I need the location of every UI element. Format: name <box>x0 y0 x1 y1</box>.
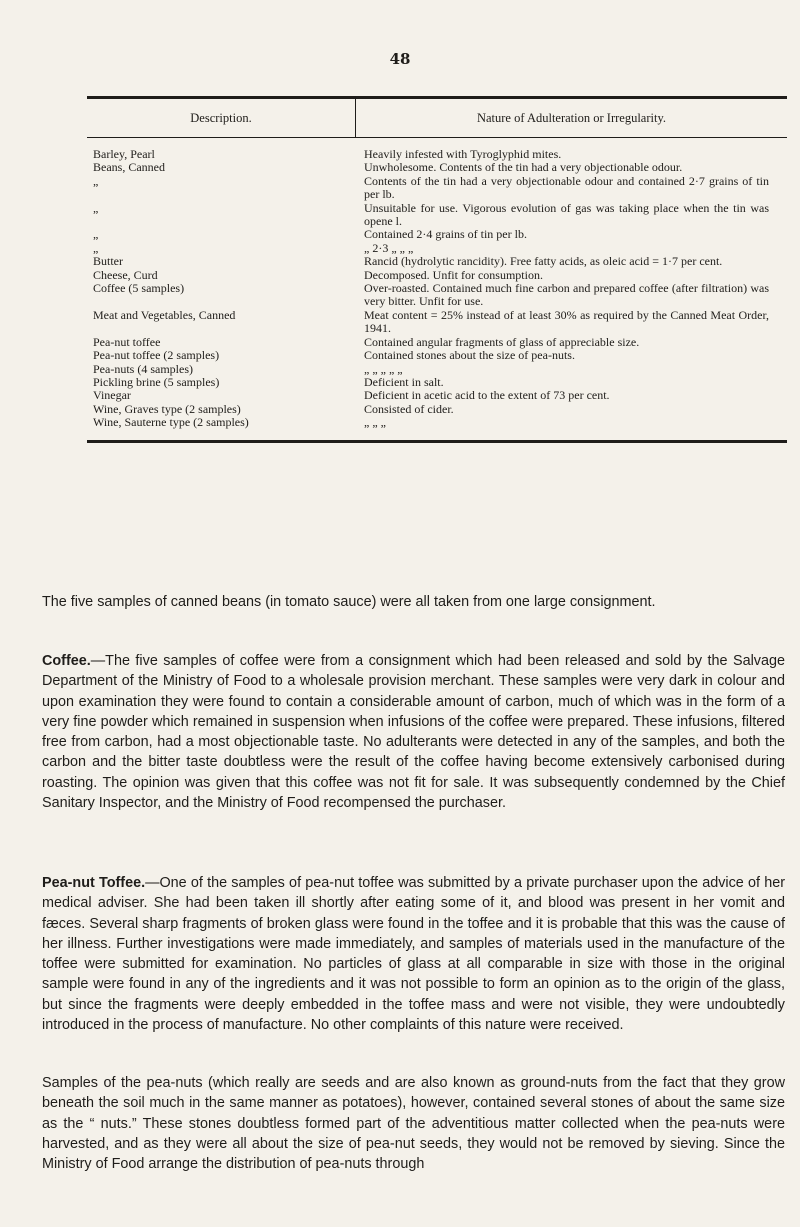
description-text: „ <box>93 228 99 242</box>
description-text: Butter <box>93 255 123 269</box>
description-cell <box>87 269 355 282</box>
table-row <box>87 403 787 416</box>
description-cell <box>87 403 355 416</box>
header-description: Description. <box>87 99 356 137</box>
adulteration-table <box>87 96 787 443</box>
paragraph-text: The five samples of canned beans (in tomato sauce) were all taken from one large consignment. <box>42 594 656 610</box>
description-text: „ <box>93 201 99 215</box>
paragraph-pea-nut-toffee <box>42 873 785 1035</box>
description-text: Pea-nuts (4 samples) <box>93 362 193 376</box>
description-cell <box>87 242 355 255</box>
nature-cell: Contained stones about the size of pea-nuts. <box>364 348 575 363</box>
description-cell <box>87 309 355 336</box>
table-header <box>87 99 787 138</box>
table-body <box>87 138 787 440</box>
table-row <box>87 336 787 349</box>
paragraph-heading: Coffee. <box>42 653 91 669</box>
page-number: 48 <box>389 50 411 68</box>
nature-cell: Deficient in acetic acid to the extent of 73 per cent. <box>364 388 610 403</box>
nature-cell: Consisted of cider. <box>364 401 454 416</box>
description-text: Wine, Graves type (2 samples) <box>93 402 241 416</box>
description-text: Barley, Pearl <box>93 148 155 161</box>
nature-cell: Decomposed. Unfit for consumption. <box>364 267 543 282</box>
description-cell <box>87 336 355 349</box>
table-row <box>87 148 787 161</box>
description-cell <box>87 363 355 376</box>
nature-cell: Unwholesome. Contents of the tin had a very objectionable odour. <box>364 160 683 175</box>
description-text: Pickling brine (5 samples) <box>93 375 220 389</box>
table-row <box>87 416 787 429</box>
description-text: Beans, Canned <box>93 161 165 175</box>
description-text: „ <box>93 174 99 188</box>
description-cell <box>87 175 355 202</box>
table-row <box>87 175 787 202</box>
nature-cell: Contained angular fragments of glass of appreciable size. <box>364 334 640 349</box>
nature-cell: Over-roasted. Contained much fine carbon and prepared coffee (after filtration) was very bitter. Unfit for use. <box>364 281 769 309</box>
nature-cell: Rancid (hydrolytic rancidity). Free fatty acids, as oleic acid = 1·7 per cent. <box>364 254 723 269</box>
nature-cell: Contents of the tin had a very objectionable odour and contained 2·7 grains of tin per lb. <box>364 173 769 202</box>
table-row <box>87 349 787 362</box>
table-row <box>87 242 787 255</box>
description-cell <box>87 416 355 429</box>
nature-cell: Contained 2·4 grains of tin per lb. <box>364 227 527 242</box>
description-cell <box>87 228 355 241</box>
description-cell <box>87 202 355 229</box>
nature-cell: Heavily infested with Tyroglyphid mites. <box>364 147 562 161</box>
paragraph-heading: Pea-nut Toffee. <box>42 875 146 891</box>
table-row <box>87 376 787 389</box>
table-row <box>87 228 787 241</box>
nature-cell: „ „ „ „ „ <box>364 361 403 376</box>
table-row <box>87 269 787 282</box>
paragraph-coffee <box>42 651 785 813</box>
description-text: Coffee (5 samples) <box>93 282 185 296</box>
table-row <box>87 309 787 336</box>
table-row <box>87 202 787 229</box>
paragraph-canned-beans <box>42 592 785 612</box>
table-row <box>87 282 787 309</box>
description-text: Vinegar <box>93 389 131 403</box>
description-text: Pea-nut toffee <box>93 335 161 349</box>
description-cell <box>87 161 355 174</box>
table-row <box>87 255 787 268</box>
description-cell <box>87 282 355 309</box>
description-cell <box>87 255 355 268</box>
nature-cell: „ „ „ <box>364 415 386 430</box>
paragraph-text: —One of the samples of pea-nut toffee was submitted by a private purchaser upon the advice of her medical adviser. She had been taken ill shortly after eating some of it, and blood was present in her vomit and fæces. Several sharp fragments of broken glass were found in the toffee and it is probable that this was the cause of her illness. Further investigations were made immediately, and samples of materials used in the manufacture of the toffee were submitted for examination. No particles of glass at all comparable in size with those in the original sample were found in any of the ingredients and it was not possible to form an opinion as to the origin of the glass, but since the fragments were deeply embedded in the toffee mass and were not visible, they were undoubtedly introduced in the process of manufacture. No other complaints of this nature were received. <box>42 875 785 1034</box>
description-text: Cheese, Curd <box>93 268 158 282</box>
table-row <box>87 161 787 174</box>
description-cell <box>87 376 355 389</box>
header-nature: Nature of Adulteration or Irregularity. <box>476 110 667 125</box>
table-row <box>87 363 787 376</box>
nature-cell: Meat content = 25% instead of at least 30% as required by the Canned Meat Order, 1941. <box>364 307 769 336</box>
paragraph-text: —The five samples of coffee were from a consignment which had been released and sold by the Salvage Department of the Ministry of Food to a wholesale provision merchant. These samples were very dark in colour and upon examination they were found to contain a considerable amount of carbon, much of which was in the form of a very fine powder which remained in suspension when infusions of the coffee were prepared. These infusions, filtered free from carbon, had a most objectionable taste. No adulterants were detected in any of the samples, and both the carbon and the bitter taste doubtless were the result of the coffee having become extensively carbonised during roasting. The opinion was given that this coffee was not fit for sale. It was subsequently condemned by the Chief Sanitary Inspector, and the Ministry of Food recompensed the purchaser. <box>42 653 785 812</box>
description-text: Wine, Sauterne type (2 samples) <box>93 416 249 430</box>
paragraph-text: Samples of the pea-nuts (which really are seeds and are also known as ground-nuts from the fact that they grow beneath the soil much in the same manner as potatoes), however, contained several stones of about the same size as the “ nuts.” These stones doubtless formed part of the adventitious matter collected when the pea-nuts were harvested, and as they were all about the size of pea-nut seeds, they would not be removed by sieving. Since the Ministry of Food arrange the distribution of pea-nuts through <box>42 1075 785 1173</box>
description-text: Meat and Vegetables, Canned <box>93 308 236 322</box>
nature-cell: Unsuitable for use. Vigorous evolution of gas was taking place when the tin was opene l. <box>364 200 769 229</box>
description-cell <box>87 349 355 362</box>
description-text: „ <box>93 241 99 255</box>
description-cell <box>87 148 355 161</box>
description-cell <box>87 389 355 402</box>
table-row <box>87 389 787 402</box>
nature-cell: Deficient in salt. <box>364 374 444 389</box>
nature-cell: „ 2·3 „ „ „ <box>364 240 414 255</box>
paragraph-pea-nuts <box>42 1073 785 1174</box>
description-text: Pea-nut toffee (2 samples) <box>93 349 220 363</box>
